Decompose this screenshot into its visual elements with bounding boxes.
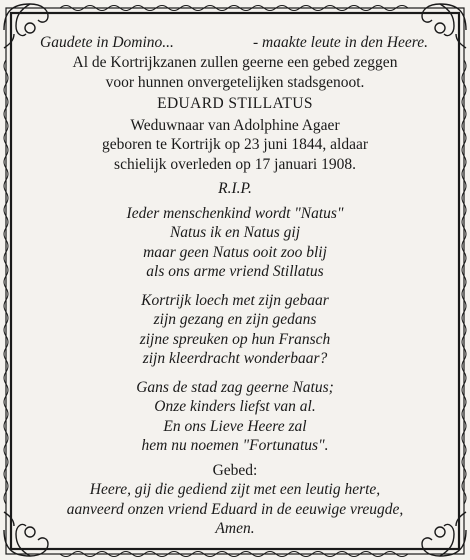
poem-line: hem nu noemen "Fortunatus". — [141, 437, 329, 454]
intro-line: voor hunnen onvergetelijken stadsgenoot. — [105, 73, 365, 91]
opening-dutch: - maakte leute in den Heere. — [252, 34, 428, 51]
prayer-title: Gebed: — [212, 461, 258, 479]
poem-line: Gans de stad zag geerne Natus; — [136, 378, 334, 396]
prayer-line: Amen. — [215, 520, 255, 537]
intro-line: Al de Kortrijkzanen zullen geerne een gebed zeggen — [72, 54, 398, 71]
opening-line — [26, 33, 444, 53]
detail-line: geboren te Kortrijk op 23 juni 1844, aldaar — [101, 136, 368, 153]
poem-stanza-2 — [26, 291, 444, 369]
prayer-text — [26, 480, 444, 539]
prayer-line: Heere, gij die gediend zijt met een leutig herte, — [89, 481, 381, 498]
poem-line: Natus ik en Natus gij — [169, 224, 301, 241]
poem-line: zijn kleerdracht wonderbaar? — [142, 350, 328, 367]
prayer-line: aanveerd onzen vriend Eduard in de eeuwige vreugde, — [66, 500, 404, 518]
poem-stanza-1 — [26, 204, 444, 282]
poem-line: zijn gezang en zijn gedans — [153, 311, 317, 328]
deceased-name: EDUARD STILLATUS — [157, 95, 313, 112]
intro-text — [26, 53, 444, 92]
poem-line: Ieder menschenkind wordt "Natus" — [126, 204, 344, 222]
detail-line: schielijk overleden op 17 januari 1908. — [114, 155, 356, 173]
poem-line: als ons arme vriend Stillatus — [146, 263, 324, 280]
card-text — [26, 33, 444, 537]
life-details — [26, 116, 444, 175]
poem-line: maar geen Natus ooit zoo blij — [143, 243, 327, 261]
poem-line: Kortrijk loech met zijn gebaar — [141, 291, 329, 309]
poem-line: zijne spreuken op hun Fransch — [139, 330, 331, 348]
detail-line: Weduwnaar van Adolphine Agaer — [130, 116, 340, 134]
poem-line: Onze kinders liefst van al. — [154, 398, 316, 415]
opening-latin: Gaudete in Domino... — [40, 34, 174, 51]
rip-heading: R.I.P. — [218, 180, 252, 197]
poem-line: En ons Lieve Heere zal — [163, 417, 307, 435]
poem-stanza-3 — [26, 378, 444, 456]
